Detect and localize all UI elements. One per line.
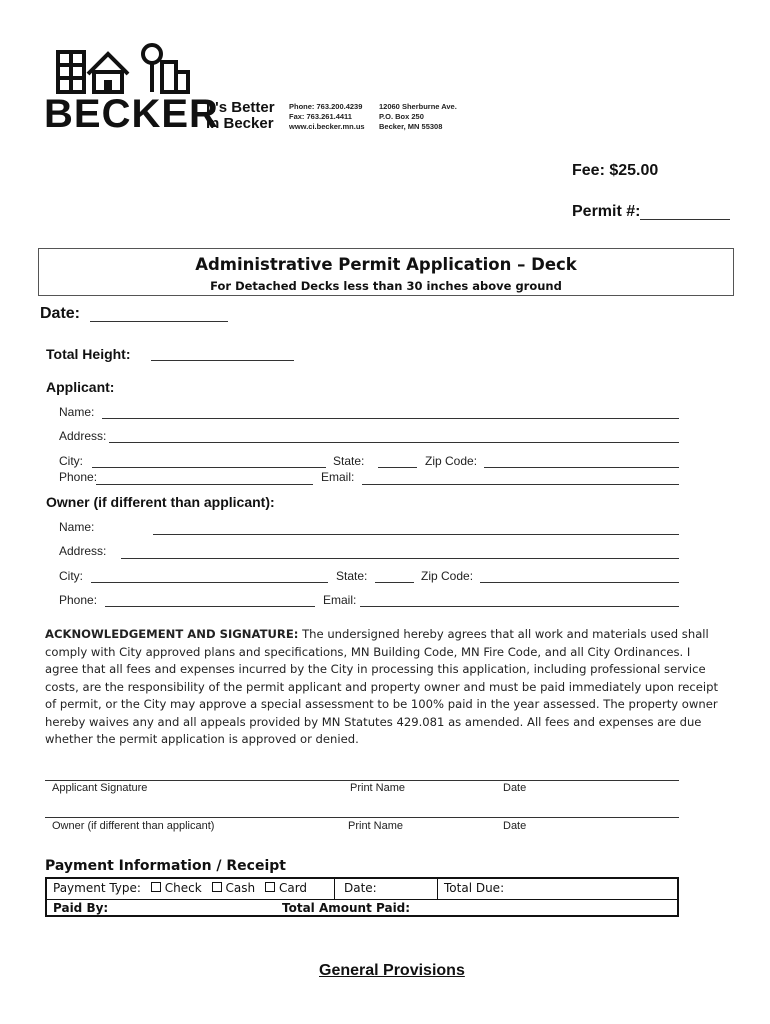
tagline-line-2: in Becker	[206, 115, 274, 132]
card-checkbox[interactable]	[265, 882, 275, 892]
payment-type-label: Payment Type:	[53, 881, 141, 895]
owner-zip-label: Zip Code:	[421, 569, 474, 583]
total-due-label: Total Due:	[444, 881, 505, 895]
applicant-print-name-label: Print Name	[350, 782, 406, 794]
permit-number-field[interactable]	[640, 219, 730, 220]
owner-print-name-label: Print Name	[348, 820, 404, 832]
fee-text: Fee: $25.00	[572, 162, 659, 179]
logo-houses-icon	[44, 40, 194, 100]
owner-name-field[interactable]	[153, 534, 679, 535]
check-label: Check	[164, 881, 202, 895]
applicant-email-field[interactable]	[362, 484, 679, 485]
owner-city-label: City:	[59, 569, 83, 583]
total-height-label: Total Height:	[46, 346, 131, 362]
total-amount-paid-label: Total Amount Paid:	[282, 901, 411, 915]
applicant-phone-label: Phone:	[59, 470, 98, 484]
owner-zip-field[interactable]	[480, 582, 679, 583]
applicant-signature-label: Applicant Signature	[52, 782, 148, 794]
acknowledgement-heading: ACKNOWLEDGEMENT AND SIGNATURE:	[45, 627, 299, 641]
acknowledgement-paragraph	[45, 626, 727, 749]
page-title: Administrative Permit Application – Deck	[195, 255, 577, 274]
tagline-line-1: It's Better	[206, 99, 275, 116]
cash-checkbox[interactable]	[212, 882, 222, 892]
owner-heading: Owner (if different than applicant):	[46, 494, 275, 510]
owner-address-label: Address:	[59, 544, 107, 558]
phone-text: Phone: 763.200.4239	[289, 102, 363, 111]
payment-divider-1	[334, 879, 335, 899]
owner-state-label: State:	[336, 569, 368, 583]
owner-address-field[interactable]	[121, 558, 679, 559]
paid-by-label: Paid By:	[53, 901, 109, 915]
owner-name-label: Name:	[59, 520, 95, 534]
applicant-state-field[interactable]	[378, 467, 417, 468]
owner-phone-field[interactable]	[105, 606, 315, 607]
address-line-3: Becker, MN 55308	[379, 122, 443, 131]
owner-city-field[interactable]	[91, 582, 328, 583]
check-checkbox[interactable]	[151, 882, 161, 892]
applicant-zip-field[interactable]	[484, 467, 679, 468]
applicant-city-label: City:	[59, 454, 83, 468]
address-line-2: P.O. Box 250	[379, 112, 424, 121]
date-field[interactable]	[90, 321, 228, 322]
acknowledgement-text: The undersigned hereby agrees that all work and materials used shall comply with City approved plans and specifications, MN Building Code, MN Fire Code, and all City Ordinances. I agree that all fees and expenses incurred by the City in processing this application, including professional service costs, are the responsibility of the permit applicant and property owner and must be paid immediately upon receipt of permit, or the City may approve a special assessment to be 100% paid in the year assessed. The property owner hereby waives any and all appeals provided by MN Statutes 429.081 as amended. All fees and expenses are due whether the permit application is approved or denied.	[45, 627, 718, 746]
fax-text: Fax: 763.261.4411	[289, 112, 352, 121]
owner-email-field[interactable]	[360, 606, 679, 607]
applicant-state-label: State:	[333, 454, 365, 468]
owner-state-field[interactable]	[375, 582, 414, 583]
applicant-name-field[interactable]	[102, 418, 679, 419]
address-line-1: 12060 Sherburne Ave.	[379, 102, 457, 111]
applicant-heading: Applicant:	[46, 379, 115, 395]
city-logo	[44, 40, 219, 136]
applicant-address-field[interactable]	[109, 442, 679, 443]
payment-divider-2	[437, 879, 438, 899]
applicant-email-label: Email:	[321, 470, 355, 484]
website-text: www.ci.becker.mn.us	[289, 122, 365, 131]
owner-email-label: Email:	[323, 593, 357, 607]
payment-date-label: Date:	[344, 881, 377, 895]
total-height-field[interactable]	[151, 360, 294, 361]
general-provisions-heading: General Provisions	[319, 962, 465, 979]
applicant-address-label: Address:	[59, 429, 107, 443]
payment-heading: Payment Information / Receipt	[45, 858, 286, 874]
payment-type-cell	[53, 881, 307, 895]
contact-phone-block	[289, 102, 365, 132]
logo-wordmark: BECKER	[44, 92, 219, 136]
tagline	[206, 100, 275, 132]
owner-phone-label: Phone:	[59, 593, 98, 607]
page-subtitle: For Detached Decks less than 30 inches above ground	[210, 279, 562, 293]
payment-table	[45, 877, 679, 917]
owner-date-label: Date	[503, 820, 527, 832]
permit-label: Permit #:	[572, 203, 641, 220]
date-label: Date:	[40, 305, 81, 322]
card-label: Card	[278, 881, 308, 895]
applicant-signature-line[interactable]	[45, 780, 679, 781]
cash-label: Cash	[225, 881, 256, 895]
applicant-name-label: Name:	[59, 405, 95, 419]
owner-signature-line[interactable]	[45, 817, 679, 818]
owner-signature-label: Owner (if different than applicant)	[52, 820, 215, 832]
contact-address-block	[379, 102, 457, 132]
applicant-zip-label: Zip Code:	[425, 454, 478, 468]
applicant-city-field[interactable]	[92, 467, 326, 468]
applicant-phone-field[interactable]	[96, 484, 313, 485]
title-box	[38, 248, 734, 296]
applicant-date-label: Date	[503, 782, 527, 794]
